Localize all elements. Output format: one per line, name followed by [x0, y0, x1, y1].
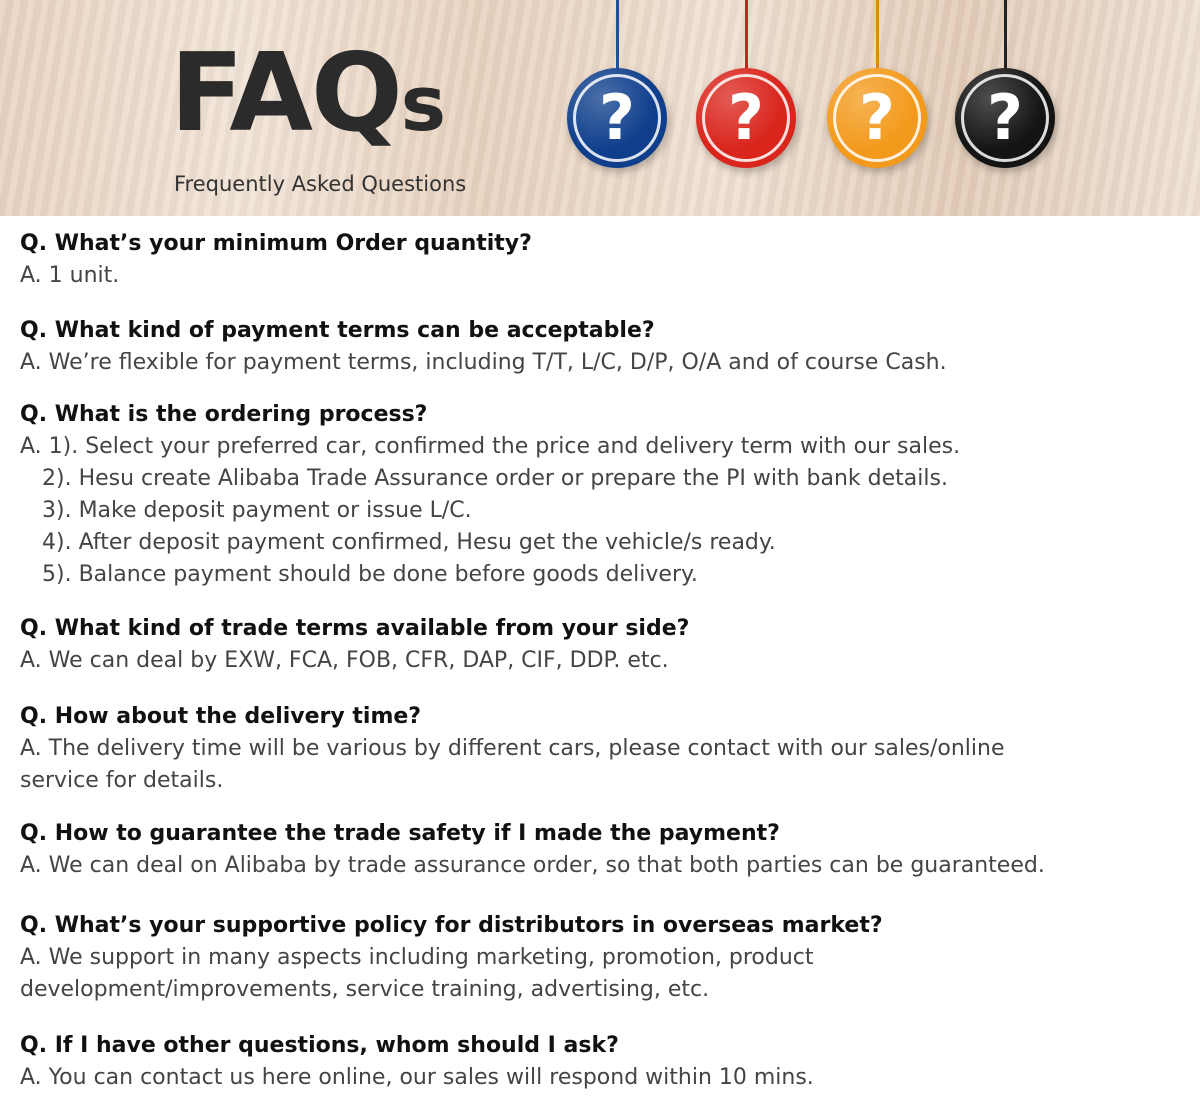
faq-item-other-questions — [20, 1030, 1190, 1094]
question-mark-icon: ? — [859, 81, 895, 154]
faq-answer: A. The delivery time will be various by different cars, please contact with our sales/online — [20, 736, 1005, 761]
faq-item-minimum-order — [20, 228, 1190, 292]
question-mark-icon: ? — [987, 81, 1023, 154]
faq-answer: service for details. — [20, 768, 224, 793]
faq-answer: A. We’re flexible for payment terms, including T/T, L/C, D/P, O/A and of course Cash. — [20, 350, 947, 375]
question-mark-icon: ? — [599, 81, 635, 154]
faq-question: Q. What is the ordering process? — [20, 402, 428, 427]
faq-question: Q. What’s your supportive policy for distributors in overseas market? — [20, 913, 883, 938]
faq-question: Q. If I have other questions, whom should I ask? — [20, 1033, 619, 1058]
faq-answer: A. We can deal by EXW, FCA, FOB, CFR, DAP, CIF, DDP. etc. — [20, 648, 669, 673]
faq-question: Q. What’s your minimum Order quantity? — [20, 231, 532, 256]
banner-title-main: FAQ — [170, 31, 401, 156]
faq-question: Q. How to guarantee the trade safety if I made the payment? — [20, 821, 780, 846]
question-mark-icon: ? — [728, 81, 764, 154]
banner-title — [170, 31, 445, 156]
faq-question: Q. What kind of trade terms available from your side? — [20, 616, 690, 641]
faq-answer-step: 4). After deposit payment confirmed, Hesu get the vehicle/s ready. — [42, 530, 776, 555]
faq-answer-step: 5). Balance payment should be done before goods delivery. — [42, 562, 698, 587]
faq-item-trade-terms — [20, 613, 1190, 677]
faq-banner — [0, 0, 1200, 216]
faq-question: Q. How about the delivery time? — [20, 704, 422, 729]
faq-answer-step: 2). Hesu create Alibaba Trade Assurance order or prepare the PI with bank details. — [42, 466, 948, 491]
faq-answer: A. We support in many aspects including marketing, promotion, product — [20, 945, 814, 970]
faq-item-trade-safety — [20, 818, 1190, 882]
faq-item-distributor-policy — [20, 910, 1190, 1006]
faq-question: Q. What kind of payment terms can be acceptable? — [20, 318, 655, 343]
faq-item-ordering-process — [20, 399, 1190, 591]
faq-answer: A. We can deal on Alibaba by trade assurance order, so that both parties can be guaranteed. — [20, 853, 1045, 878]
banner-subtitle: Frequently Asked Questions — [174, 172, 467, 196]
faq-answer: A. You can contact us here online, our sales will respond within 10 mins. — [20, 1065, 814, 1090]
banner-title-s: s — [400, 59, 445, 148]
faq-answer: A. 1). Select your preferred car, confirmed the price and delivery term with our sales. — [20, 434, 961, 459]
faq-answer: A. 1 unit. — [20, 263, 120, 288]
faq-answer: development/improvements, service training, advertising, etc. — [20, 977, 710, 1002]
faq-item-delivery-time — [20, 701, 1190, 797]
faq-answer-step: 3). Make deposit payment or issue L/C. — [42, 498, 472, 523]
faq-item-payment-terms — [20, 315, 1190, 379]
